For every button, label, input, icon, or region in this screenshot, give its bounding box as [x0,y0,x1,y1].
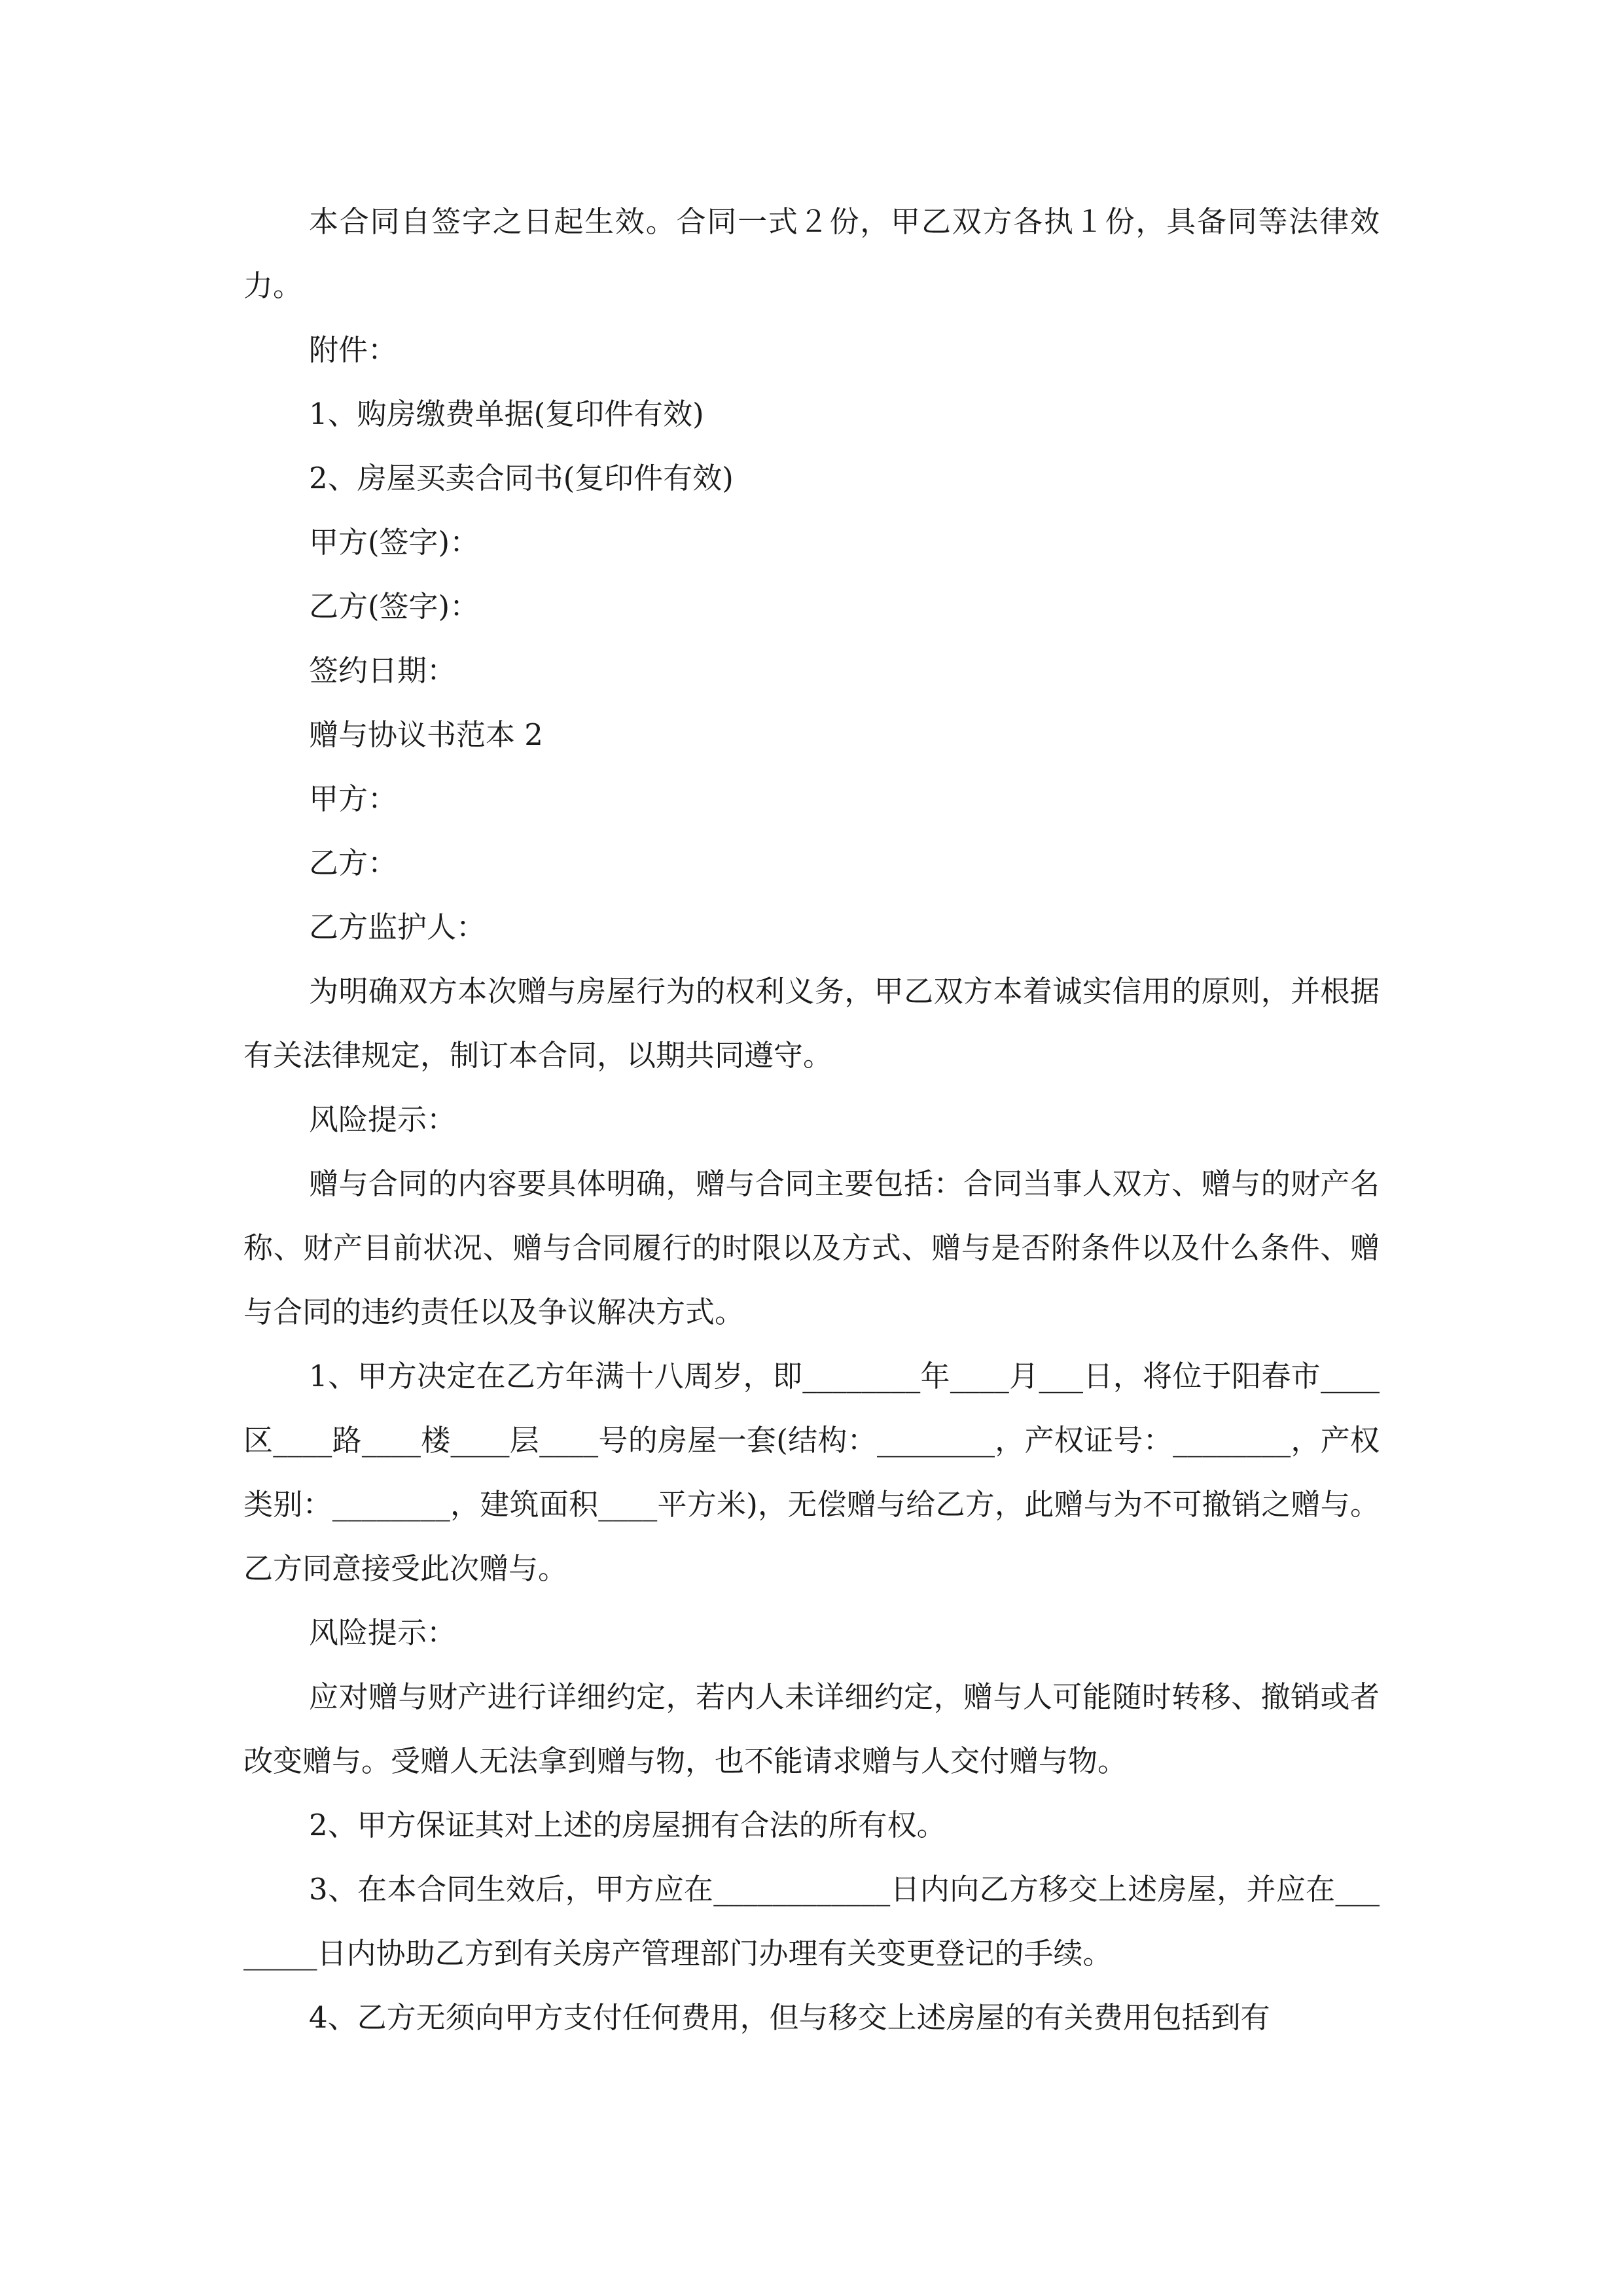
paragraph-preamble: 为明确双方本次赠与房屋行为的权利义务，甲乙双方本着诚实信用的原则，并根据有关法律规定，制订本合同，以期共同遵守。 [243,974,1380,1073]
paragraph-risk-content-2: 应对赠与财产进行详细约定，若内人未详细约定，赠与人可能随时转移、撤销或者改变赠与。受赠人无法拿到赠与物，也不能请求赠与人交付赠与物。 [243,1679,1380,1778]
paragraph-template-title: 赠与协议书范本 2 [309,717,543,752]
document-body [243,190,1380,2050]
paragraph-attachment-1: 1、购房缴费单据(复印件有效) [309,397,704,431]
paragraph-risk-notice-1: 风险提示： [309,1102,457,1137]
paragraph-clause-4: 4、乙方无须向甲方支付任何费用，但与移交上述房屋的有关费用包括到有 [309,2000,1270,2035]
paragraph-risk-notice-2: 风险提示： [309,1615,457,1650]
paragraph-risk-content-1: 赠与合同的内容要具体明确，赠与合同主要包括：合同当事人双方、赠与的财产名称、财产目前状况、赠与合同履行的时限以及方式、赠与是否附条件以及什么条件、赠与合同的违约责任以及争议解决方式。 [243,1166,1380,1329]
paragraph-effectiveness: 本合同自签字之日起生效。合同一式２份，甲乙双方各执１份，具备同等法律效力。 [243,204,1380,303]
paragraph-party-b-guardian: 乙方监护人： [309,910,486,944]
paragraph-attachment-2: 2、房屋买卖合同书(复印件有效) [309,461,734,495]
paragraph-clause-3: 3、在本合同生效后，甲方应在____________日内向乙方移交上述房屋，并应在________日内协助乙方到有关房产管理部门办理有关变更登记的手续。 [243,1872,1380,1971]
paragraph-party-a-signature: 甲方(签字)： [309,525,480,560]
paragraph-clause-1: 1、甲方决定在乙方年满十八周岁，即________年____月___日，将位于阳春市____区____路____楼____层____号的房屋一套(结构：________，产权证号：________，产权类别：________，建筑面积____平方米)，无偿赠与给乙方，此赠与为不可撤销之赠与。乙方同意接受此次赠与。 [243,1359,1380,1586]
paragraph-party-b: 乙方： [309,846,398,880]
paragraph-party-a: 甲方： [309,781,398,816]
paragraph-party-b-signature: 乙方(签字)： [309,589,480,624]
paragraph-attachments-heading: 附件： [309,332,398,367]
paragraph-signing-date: 签约日期： [309,653,457,688]
paragraph-clause-2: 2、甲方保证其对上述的房屋拥有合法的所有权。 [309,1808,946,1842]
